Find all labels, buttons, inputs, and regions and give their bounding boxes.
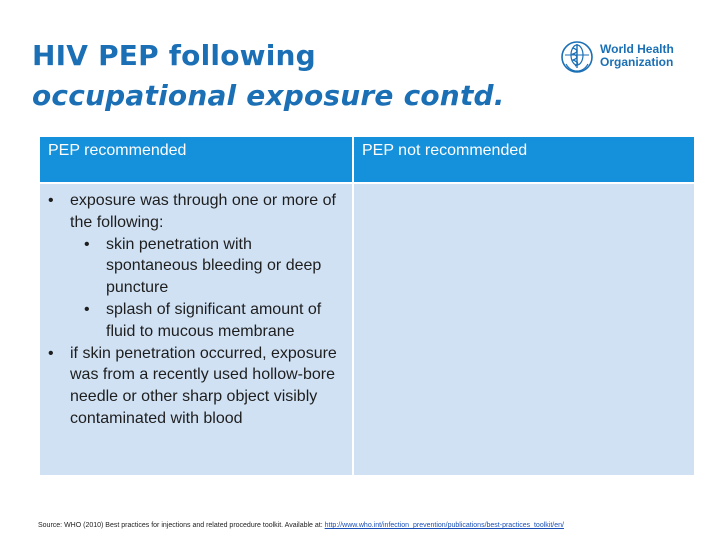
who-name-line-2: Organization [600,55,674,69]
cell-pep-recommended [39,183,353,476]
title-line-1: HIV PEP following [32,39,316,72]
source-text: Source: WHO (2010) Best practices for injections and related procedure toolkit. Available at: [38,522,325,529]
slide-title [32,36,505,116]
exposure-sublist [70,234,346,343]
recommended-list [44,190,346,430]
source-link[interactable]: http://www.who.int/infection_prevention/publications/best-practices_toolkit/en/ [324,522,564,529]
who-logo [560,40,674,74]
who-emblem-icon [560,40,594,74]
sub-item-splash: • splash of significant amount of fluid to mucous membrane [70,299,346,343]
source-citation [38,522,564,529]
table-header-row [39,136,695,183]
header-pep-not-recommended: PEP not recommended [353,136,695,183]
bullet-skin-penetration-source: • if skin penetration occurred, exposure was from a recently used hollow-bore needle or other sharp object visibly contaminated with blood [44,343,346,430]
sub-item-skin-penetration: • skin penetration with spontaneous bleeding or deep puncture [70,234,346,299]
header-pep-recommended: PEP recommended [39,136,353,183]
who-name-line-1: World Health [600,42,674,56]
list-item [44,190,346,343]
bullet-exposure: exposure was through one or more of the following: [70,192,336,231]
title-line-2: occupational exposure contd. [32,79,505,112]
cell-pep-not-recommended [353,183,695,476]
table-row [39,183,695,476]
pep-table [38,135,696,477]
